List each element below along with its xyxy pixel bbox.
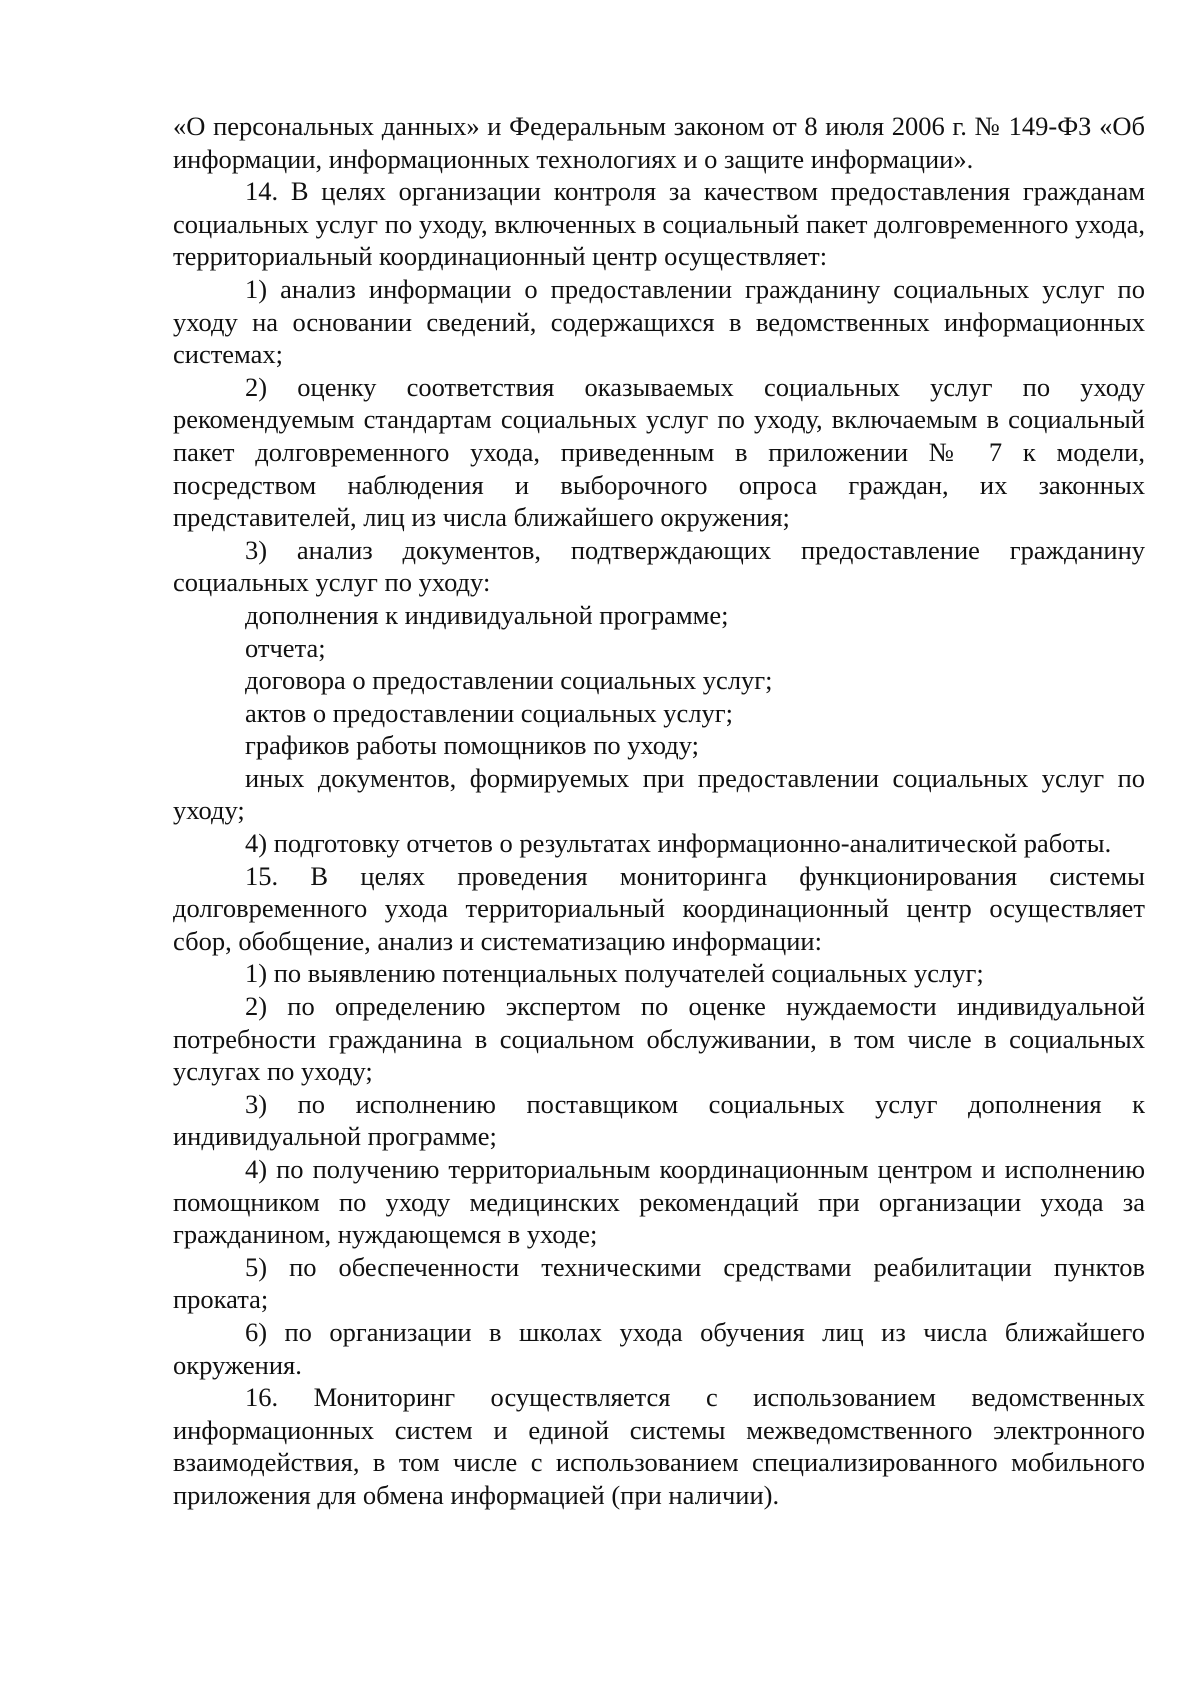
list-item-additions: дополнения к индивидуальной программе; [245, 599, 729, 630]
paragraph-16: 16. Мониторинг осуществляется с использованием ведомственных информационных систем и единой системы межведомственного электронного взаимодействия, в том числе с использованием специализированного мобильного приложения для обмена информацией (при наличии). [173, 1382, 1145, 1510]
paragraph-15: 15. В целях проведения мониторинга функционирования системы долговременного ухода территориальный координационный центр осуществляет сбор, обобщение, анализ и систематизацию информации: [173, 860, 1145, 956]
paragraph-15-item-5: 5) по обеспеченности техническими средствами реабилитации пунктов проката; [173, 1251, 1145, 1315]
paragraph-15-item-2: 2) по определению экспертом по оценке нуждаемости индивидуальной потребности гражданина в социальном обслуживании, в том числе в социальных услугах по уходу; [173, 991, 1145, 1087]
paragraph-15-item-4: 4) по получению территориальным координационным центром и исполнению помощником по уходу медицинских рекомендаций при организации ухода за гражданином, нуждающемся в уходе; [173, 1154, 1145, 1250]
paragraph-14-item-4: 4) подготовку отчетов о результатах информационно-аналитической работы. [245, 828, 1112, 859]
list-item-schedules: графиков работы помощников по уходу; [245, 730, 699, 761]
paragraph-14-item-3: 3) анализ документов, подтверждающих предоставление гражданину социальных услуг по уходу: [173, 534, 1145, 598]
document-body [173, 110, 1145, 1512]
list-item-other-documents: иных документов, формируемых при предоставлении социальных услуг по уходу; [173, 762, 1145, 826]
paragraph-15-item-6: 6) по организации в школах ухода обучения лиц из числа ближайшего окружения. [173, 1316, 1145, 1380]
list-item-report: отчета; [245, 632, 326, 663]
paragraph-15-item-3: 3) по исполнению поставщиком социальных услуг дополнения к индивидуальной программе; [173, 1088, 1145, 1152]
list-item-acts: актов о предоставлении социальных услуг; [245, 697, 734, 728]
paragraph-continuation: «О персональных данных» и Федеральным законом от 8 июля 2006 г. № 149-ФЗ «Об информации, информационных технологиях и о защите информации». [173, 111, 1145, 174]
paragraph-14-item-1: 1) анализ информации о предоставлении гражданину социальных услуг по уходу на основании сведений, содержащихся в ведомственных информационных системах; [173, 273, 1145, 370]
paragraph-14: 14. В целях организации контроля за качеством предоставления гражданам социальных услуг по уходу, включенных в социальный пакет долговременного ухода, территориальный координационный центр осуществляет: [173, 176, 1145, 272]
paragraph-14-item-2: 2) оценку соответствия оказываемых социальных услуг по уходу рекомендуемым стандартам социальных услуг по уходу, включаемым в социальный пакет долговременного ухода, приведенным в приложении № 7 к модели, посредством наблюдения и выборочного опроса граждан, их законных представителей, лиц из числа ближайшего окружения; [173, 371, 1145, 533]
list-item-contract: договора о предоставлении социальных услуг; [245, 665, 773, 696]
paragraph-15-item-1: 1) по выявлению потенциальных получателей социальных услуг; [245, 958, 984, 989]
